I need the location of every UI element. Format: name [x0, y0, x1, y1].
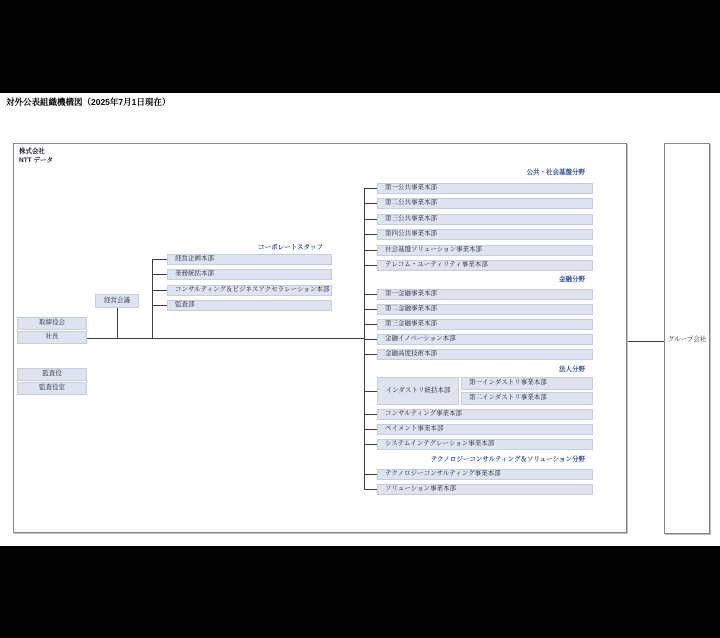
org-unit-box: 金融イノベーション本部	[377, 334, 593, 345]
connector-stub	[152, 305, 167, 306]
org-unit-box: 第三金融事業本部	[377, 319, 593, 330]
org-unit-box: テクノロジーコンサルティング事業本部	[377, 469, 593, 480]
connector-stub	[364, 429, 377, 430]
connector-stub	[364, 294, 377, 295]
connector-stub	[364, 309, 377, 310]
connector-stub	[364, 391, 377, 392]
org-unit-box: システムインテグレーション事業本部	[377, 439, 593, 450]
connector-stub	[152, 274, 167, 275]
connector-stub	[364, 414, 377, 415]
sector-header: 金融分野	[559, 276, 585, 283]
connector-stub	[364, 354, 377, 355]
connector-stub	[364, 444, 377, 445]
corporate-staff-header: コーポレートスタッフ	[258, 244, 323, 251]
audit-officer-box: 監査役	[17, 368, 87, 381]
connector-stub	[364, 188, 377, 189]
audit-office-box: 監査役室	[17, 382, 87, 395]
president-trunk-line	[87, 338, 364, 339]
org-unit-box: インダストリ統括本部	[377, 377, 459, 405]
management-meeting-box: 経営会議	[95, 294, 139, 308]
connector-stub	[364, 219, 377, 220]
president-box: 社長	[17, 331, 87, 344]
org-unit-box: 第三公共事業本部	[377, 214, 593, 225]
sector-header: 公共・社会基盤分野	[526, 169, 585, 176]
org-unit-box: 第二公共事業本部	[377, 198, 593, 209]
org-unit-box: コンサルティング事業本部	[377, 409, 593, 420]
org-unit-box: テレコム・ユーティリティ事業本部	[377, 260, 593, 271]
company-name	[19, 147, 53, 165]
company-name-line2: NTT データ	[19, 157, 53, 165]
connector-stub	[364, 203, 377, 204]
management-meeting-drop-line	[117, 308, 118, 338]
connector-stub	[364, 474, 377, 475]
org-unit-box: ソリューション事業本部	[377, 484, 593, 495]
sector-header: テクノロジーコンサルティング＆ソリューション分野	[430, 456, 585, 463]
org-unit-box: ペイメント事業本部	[377, 424, 593, 435]
org-unit-box: 第二金融事業本部	[377, 304, 593, 315]
connector-stub	[364, 324, 377, 325]
org-unit-box: 社会基盤ソリューション事業本部	[377, 245, 593, 256]
connector-stub	[364, 250, 377, 251]
org-unit-box: 第二インダストリ事業本部	[461, 392, 593, 405]
org-unit-box: 第一公共事業本部	[377, 183, 593, 194]
org-unit-box: 第一インダストリ事業本部	[461, 377, 593, 390]
connector-stub	[364, 339, 377, 340]
org-unit-box: 第一金融事業本部	[377, 289, 593, 300]
org-unit-box: 監査部	[167, 300, 332, 311]
connector-stub	[364, 265, 377, 266]
group-company-box	[664, 143, 710, 534]
group-company-connector-line	[628, 341, 664, 342]
sector-header: 法人分野	[559, 366, 585, 373]
org-unit-box: 業務統括本部	[167, 269, 332, 280]
corporate-staff-bracket-line	[152, 259, 153, 338]
connector-stub	[364, 489, 377, 490]
connector-stub	[152, 290, 167, 291]
org-unit-box: 経営企画本部	[167, 254, 332, 265]
connector-stub	[364, 234, 377, 235]
org-unit-box: 金融高度技術本部	[377, 349, 593, 360]
org-unit-box: コンサルティング＆ビジネスアクセラレーション本部	[167, 285, 332, 296]
board-of-directors-box: 取締役会	[17, 317, 87, 330]
page-title: 対外公表組織機構図（2025年7月1日現在）	[6, 97, 171, 107]
company-name-line1: 株式会社	[19, 148, 45, 155]
connector-stub	[152, 259, 167, 260]
group-company-label: グループ会社	[667, 336, 707, 343]
org-unit-box: 第四公共事業本部	[377, 229, 593, 240]
